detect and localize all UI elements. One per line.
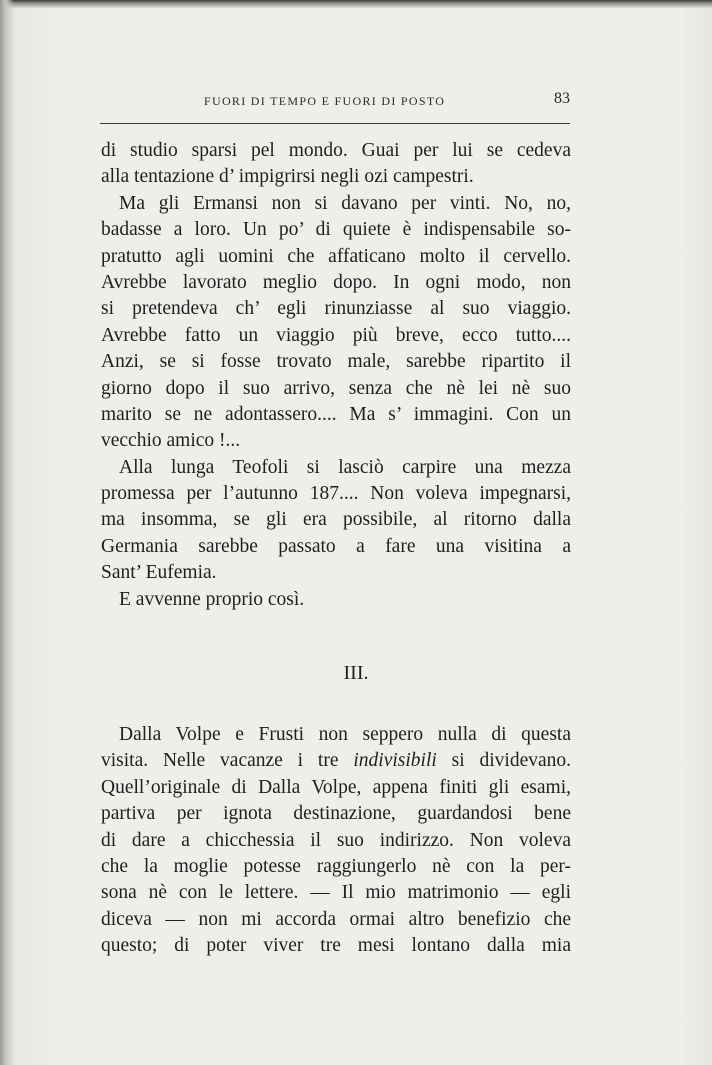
- text-line: Germania sarebbe passato a fare una visitina a: [101, 535, 571, 557]
- text-line: partiva per ignota destinazione, guardandosi bene: [101, 803, 571, 825]
- text-line: Anzi, se si fosse trovato male, sarebbe ripartito il: [101, 351, 571, 373]
- text-line-segment: visita. Nelle vacanze i tre: [101, 750, 354, 772]
- text-line: si pretendeva ch’ egli rinunziasse al suo viaggio.: [101, 298, 571, 320]
- text-line: questo; di poter viver tre mesi lontano dalla mia: [101, 935, 571, 957]
- text-line: vecchio amico !...: [101, 430, 241, 452]
- text-line: E avvenne proprio così.: [119, 588, 305, 610]
- text-line: Alla lunga Teofoli si lasciò carpire una mezza: [119, 456, 571, 478]
- text-line: promessa per l’autunno 187.... Non voleva impegnarsi,: [101, 483, 571, 505]
- running-head: FUORI DI TEMPO E FUORI DI POSTO: [204, 94, 446, 108]
- text-line: Ma gli Ermansi non si davano per vinti. No, no,: [119, 192, 571, 214]
- text-line: ma insomma, se gli era possibile, al ritorno dalla: [101, 509, 571, 531]
- text-line-segment: si dividevano.: [436, 750, 571, 772]
- text-line: alla tentazione d’ impigrirsi negli ozi campestri.: [101, 166, 474, 188]
- text-line: Avrebbe fatto un viaggio più breve, ecco tutto....: [101, 324, 571, 346]
- chapter-heading: III.: [343, 662, 369, 684]
- text-line: badasse a loro. Un po’ di quiete è indispensabile so-: [101, 219, 571, 241]
- header-rule: [100, 123, 570, 124]
- text-line: Sant’ Eufemia.: [101, 562, 217, 584]
- page-binding-edge: [0, 0, 14, 1065]
- text-line: di dare a chicchessia il suo indirizzo. Non voleva: [101, 829, 571, 851]
- page-number: 83: [554, 90, 570, 107]
- text-line: diceva — non mi accorda ormai altro benefizio che: [101, 908, 571, 930]
- text-line: che la moglie potesse raggiungerlo nè con la per-: [101, 855, 571, 877]
- text-line: sona nè con le lettere. — Il mio matrimonio — egli: [101, 882, 571, 904]
- text-block-continuation: [101, 138, 571, 613]
- text-line: pratutto agli uomini che affaticano molto il cervello.: [101, 245, 571, 267]
- text-line: [101, 748, 571, 774]
- page-top-edge: [0, 0, 712, 8]
- text-block-chapter-start: [101, 722, 571, 960]
- text-line: di studio sparsi pel mondo. Guai per lui se cedeva: [101, 140, 571, 161]
- text-line: giorno dopo il suo arrivo, senza che nè lei nè suo: [101, 377, 571, 399]
- text-line: Dalla Volpe e Frusti non seppero nulla di questa: [119, 724, 571, 745]
- page-header: [100, 90, 570, 112]
- text-line: Quell’originale di Dalla Volpe, appena finiti gli esami,: [101, 776, 571, 798]
- text-line: marito se ne adontassero.... Ma s’ immagini. Con un: [101, 403, 571, 425]
- italic-term: indivisibili: [353, 750, 437, 772]
- text-line: Avrebbe lavorato meglio dopo. In ogni modo, non: [101, 271, 571, 293]
